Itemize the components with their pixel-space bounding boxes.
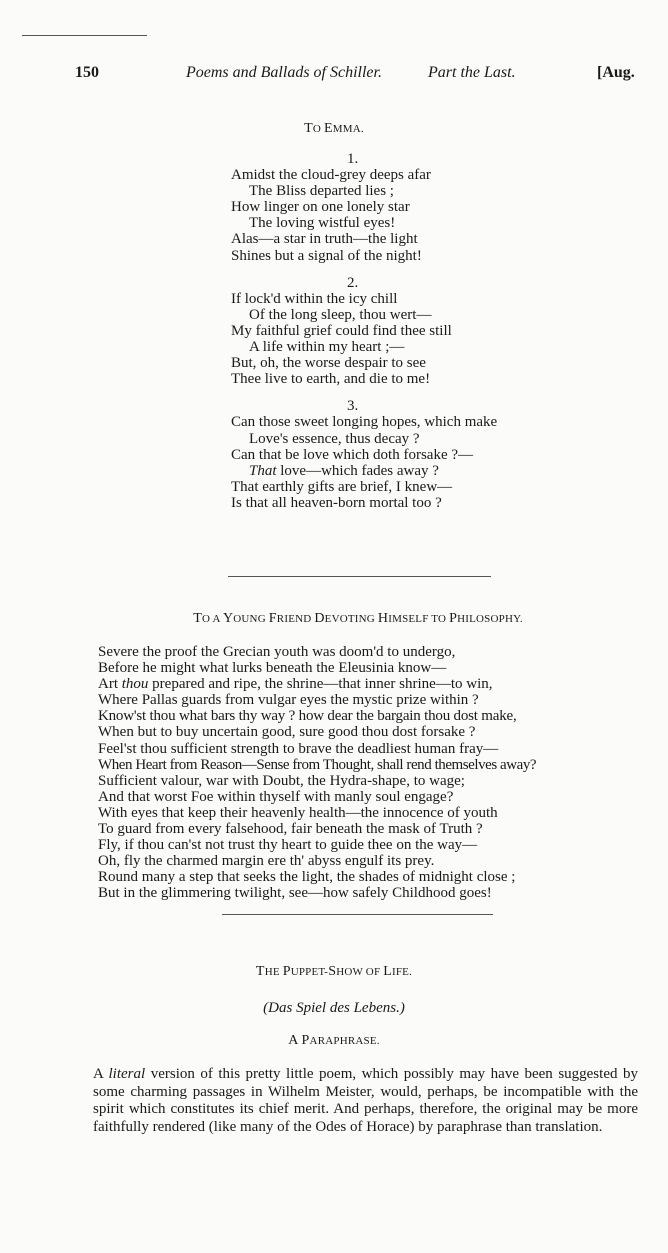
verse-line: Can that be love which doth forsake ?—: [231, 446, 474, 463]
italic-word: That: [249, 462, 277, 479]
verse-line: A life within my heart ;—: [249, 339, 405, 356]
stanza-1: [231, 151, 631, 264]
verse-line: The loving wistful eyes!: [249, 215, 396, 232]
stanza-2: [231, 275, 631, 388]
page-number: 150: [75, 64, 99, 81]
verse-line: Round many a step that seeks the light, the shades of midnight close ;: [98, 869, 516, 886]
intro-first: A: [93, 1066, 109, 1082]
part-label: Part the Last.: [428, 64, 516, 81]
verse-line: And that worst Foe within thyself with manly soul engage?: [98, 788, 454, 805]
issue-label: [Aug.: [597, 64, 635, 81]
verse-line: How linger on one lonely star: [231, 199, 410, 216]
verse-text: prepared and ripe, the shrine—that inner shrine—to win,: [152, 676, 493, 693]
verse-line: Fly, if thou can'st not trust thy heart to guide thee on the way—: [98, 837, 478, 854]
verse-line: When Heart from Reason—Sense from Thought, shall rend themselves away?: [98, 756, 537, 773]
stanza-number: 3.: [347, 398, 359, 415]
verse-prefix: Art: [98, 676, 122, 693]
verse-line: To guard from every falsehood, fair beneath the mask of Truth ?: [98, 821, 483, 838]
verse-line: Sufficient valour, war with Doubt, the Hydra-shape, to wage;: [98, 772, 465, 789]
stanza-number: 2.: [347, 274, 359, 291]
intro-text: version of this pretty little poem, which possibly may have been suggested by some charming passages in Wilhelm Meister, would, perhaps, be incompatible with the spirit which constitutes its chief merit. And perhaps, therefore, the original may be more faithfully rendered (like many of the Odes of Horace) by paraphrase than translation.: [93, 1066, 638, 1135]
verse-line: Shines but a signal of the night!: [231, 247, 422, 264]
verse-line: Amidst the cloud-grey deeps afar: [231, 167, 431, 184]
verse-line: But in the glimmering twilight, see—how safely Childhood goes!: [98, 885, 492, 902]
stanza-3: [231, 398, 631, 511]
verse-line: [98, 676, 658, 692]
poem3-subtitle: (Das Spiel des Lebens.): [263, 1000, 405, 1016]
verse-line: [231, 463, 631, 479]
verse-line: Alas—a star in truth—the light: [231, 231, 418, 248]
poem1-body: [231, 151, 631, 511]
top-rule: [22, 35, 147, 36]
italic-word: thou: [121, 676, 149, 693]
verse-line: Is that all heaven-born mortal too ?: [231, 494, 442, 511]
running-title: Poems and Ballads of Schiller.: [186, 64, 382, 81]
verse-line: Severe the proof the Grecian youth was doom'd to undergo,: [98, 644, 456, 660]
verse-line: My faithful grief could find thee still: [231, 322, 452, 339]
stanza-number: 1.: [347, 151, 359, 167]
section-divider: [222, 914, 493, 915]
poem2-title: TO A YOUNG FRIEND DEVOTING HIMSELF TO PHILOSOPHY.: [193, 611, 523, 626]
verse-line: Of the long sleep, thou wert—: [249, 306, 432, 323]
poem2-body: [98, 644, 658, 902]
poem1-title: TO EMMA.: [304, 121, 364, 136]
verse-line: Love's essence, thus decay ?: [249, 430, 420, 447]
verse-line: With eyes that keep their heavenly health—the innocence of youth: [98, 804, 498, 821]
verse-line: Thee live to earth, and die to me!: [231, 371, 431, 388]
verse-line: Know'st thou what bars thy way ? how dear the bargain thou dost make,: [98, 708, 517, 725]
verse-text: love—which fades away ?: [280, 462, 439, 479]
intro-paragraph: [93, 1066, 638, 1136]
running-header: [0, 64, 668, 88]
verse-line: Before he might what lurks beneath the Eleusinia know—: [98, 660, 447, 677]
verse-line: Oh, fly the charmed margin ere th' abyss engulf its prey.: [98, 853, 435, 870]
verse-line: If lock'd within the icy chill: [231, 290, 398, 307]
verse-line: But, oh, the worse despair to see: [231, 355, 426, 372]
verse-line: That earthly gifts are brief, I knew—: [231, 478, 453, 495]
section-divider: [228, 576, 491, 577]
poem3-title: THE PUPPET-SHOW OF LIFE.: [255, 964, 413, 979]
paraphrase-heading: A PARAPHRASE.: [288, 1033, 380, 1048]
verse-line: Where Pallas guards from vulgar eyes the mystic prize within ?: [98, 692, 479, 709]
verse-line: Can those sweet longing hopes, which make: [231, 414, 498, 431]
verse-line: When but to buy uncertain good, sure good thou dost forsake ?: [98, 724, 476, 741]
verse-line: The Bliss departed lies ;: [249, 183, 394, 200]
italic-word: literal: [108, 1066, 146, 1082]
verse-line: Feel'st thou sufficient strength to brave the deadliest human fray—: [98, 740, 499, 757]
